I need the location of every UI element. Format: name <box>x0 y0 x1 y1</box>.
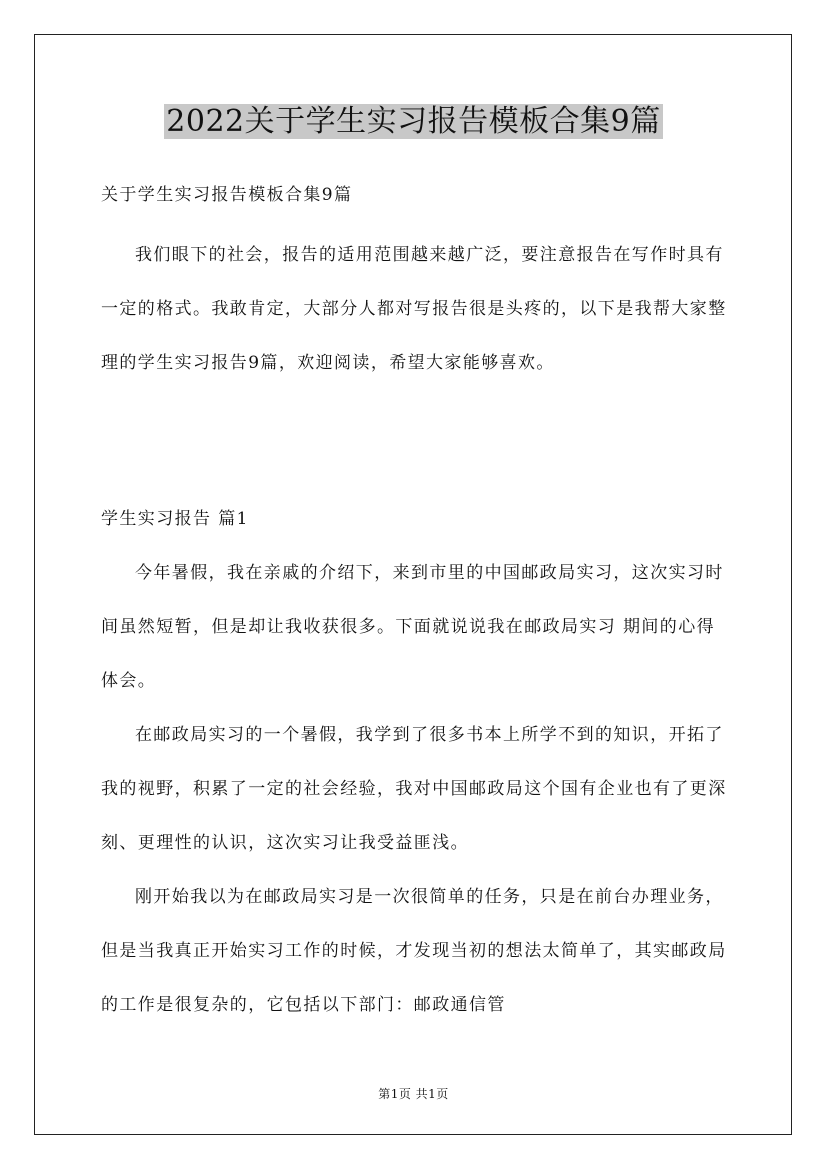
body-paragraph: 刚开始我以为在邮政局实习是一次很简单的任务，只是在前台办理业务，但是当我真正开始实习工作的时候，才发现当初的想法太简单了，其实邮政局的工作是很复杂的，它包括以下部门：邮政通信管 <box>101 887 727 1015</box>
intro-paragraph: 我们眼下的社会，报告的适用范围越来越广泛，要注意报告在写作时具有一定的格式。我敢肯定，大部分人都对写报告很是头疼的，以下是我帮大家整理的学生实习报告9篇，欢迎阅读，希望大家能够喜欢。 <box>101 245 727 373</box>
section-heading: 学生实习报告 篇1 <box>101 509 249 529</box>
document-title-text: 2022关于学生实习报告模板合集9篇 <box>166 104 661 139</box>
section-body <box>101 546 731 1032</box>
page-number-footer: 第1页 共1页 <box>378 1087 449 1101</box>
document-subtitle: 关于学生实习报告模板合集9篇 <box>101 185 353 205</box>
body-paragraph: 在邮政局实习的一个暑假，我学到了很多书本上所学不到的知识，开拓了我的视野，积累了一定的社会经验，我对中国邮政局这个国有企业也有了更深刻、更理性的认识，这次实习让我受益匪浅。 <box>101 725 727 853</box>
body-paragraph: 今年暑假，我在亲戚的介绍下，来到市里的中国邮政局实习，这次实习时间虽然短暂，但是却让我收获很多。下面就说说我在邮政局实习 期间的心得体会。 <box>101 563 724 691</box>
document-title <box>0 100 827 144</box>
intro-section <box>101 228 731 390</box>
